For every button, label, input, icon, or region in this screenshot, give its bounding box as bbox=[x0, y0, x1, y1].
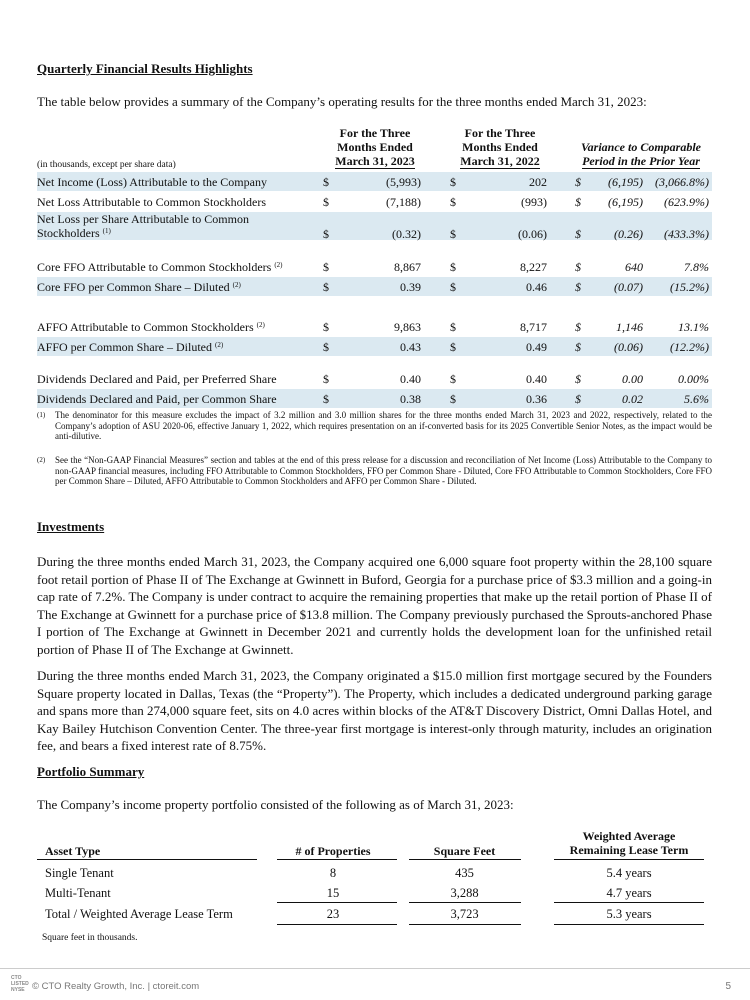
header-square-feet: Square Feet bbox=[433, 844, 496, 858]
portfolio-intro: The Company’s income property portfolio consisted of the following as of March 31, 2023: bbox=[37, 797, 514, 812]
table-row bbox=[37, 389, 712, 408]
currency-symbol: $ bbox=[575, 372, 581, 386]
value-2022: 202 bbox=[529, 175, 547, 189]
investments-paragraph-2: During the three months ended March 31, 2023, the Company originated a $15.0 million first mortgage secured by the Founders Square property located in Dallas, Texas (the “Property”). The Property, which includes a dedicated underground parking garage and spans more than 274,000 square feet, sits on 4.0 acres within blocks of the AT&T Discovery District, Omni Dallas Hotel, and Kay Bailey Hutchison Convention Center. The three-year first mortgage is interest-only through maturity, includes an origination fee, and bears a fixed interest rate of 8.75%. bbox=[37, 668, 712, 753]
value-2022: (0.06) bbox=[518, 227, 547, 241]
value-2022: (993) bbox=[521, 195, 547, 209]
currency-symbol: $ bbox=[323, 340, 329, 354]
value-2023: 0.38 bbox=[400, 392, 421, 406]
page-footer bbox=[0, 968, 750, 1000]
currency-symbol: $ bbox=[450, 175, 456, 189]
currency-symbol: $ bbox=[450, 392, 456, 406]
currency-symbol: $ bbox=[450, 320, 456, 334]
currency-symbol: $ bbox=[450, 280, 456, 294]
variance-value: (0.06) bbox=[614, 340, 643, 354]
row-label: Core FFO Attributable to Common Stockholders $^{(2)}$ bbox=[37, 260, 283, 274]
footnote-2: (2) See the “Non-GAAP Financial Measures” section and tables at the end of this press release for a discussion and reconciliation of Net Income (Loss) Attributable to the Company to non-GAAP financial measures, including FFO Attributable to Common Stockholders, FFO per Common Share - Diluted, Core FFO Attributable to Common Stockholders, Core FFO per Common Share – Diluted, AFFO Attributable to Common Stockholders and AFFO per Common Share - Diluted. bbox=[37, 455, 712, 486]
variance-value: 640 bbox=[625, 260, 643, 274]
col-header-variance: Variance to Comparable Period in the Prior Year bbox=[580, 140, 701, 168]
variance-value: (6,195) bbox=[608, 195, 643, 209]
table-row bbox=[37, 277, 712, 296]
table-row bbox=[37, 172, 712, 191]
header-asset-type: Asset Type bbox=[45, 844, 101, 858]
row-label: Net Loss Attributable to Common Stockholders bbox=[37, 195, 266, 209]
investments-paragraph-1: During the three months ended March 31, 2023, the Company acquired one 6,000 square foot property within the 28,100 square foot retail portion of Phase II of The Exchange at Gwinnett in Buford, Georgia for a purchase price of $3.3 million and a going-in cap rate of 7.2%. The Company is under contract to acquire the remaining properties that make up the retail portion of Phase II of The Exchange at Gwinnett for a purchase price of $13.8 million. The Company previously purchased the Sprouts-anchored Phase I portion of The Exchange at Gwinnett in December 2021 and currently holds the development loan for the unfinished retail portion of Phase II of The Exchange at Gwinnett. bbox=[37, 554, 712, 657]
currency-symbol: $ bbox=[450, 260, 456, 274]
currency-symbol: $ bbox=[575, 260, 581, 274]
page-number: 5 bbox=[725, 981, 731, 992]
value-2022: 8,717 bbox=[520, 320, 547, 334]
currency-symbol: $ bbox=[575, 280, 581, 294]
total-rule bbox=[277, 924, 397, 925]
currency-symbol: $ bbox=[575, 175, 581, 189]
currency-symbol: $ bbox=[450, 340, 456, 354]
variance-percent: 0.00% bbox=[678, 372, 709, 386]
table-row bbox=[37, 369, 712, 388]
currency-symbol: $ bbox=[450, 227, 456, 241]
row-label: Dividends Declared and Paid, per Common Share bbox=[37, 392, 277, 406]
table-row-total: Total / Weighted Average Lease Term 23 3,723 5.3 years bbox=[45, 907, 652, 921]
currency-symbol: $ bbox=[323, 195, 329, 209]
variance-percent: (433.3%) bbox=[664, 227, 709, 241]
currency-symbol: $ bbox=[323, 320, 329, 334]
table-row bbox=[37, 317, 712, 336]
currency-symbol: $ bbox=[323, 372, 329, 386]
table-row bbox=[37, 192, 712, 211]
footnote-1: (1) The denominator for this measure excludes the impact of 3.2 million and 3.0 million shares for the three months ended March 31, 2023 and 2022, respectively, related to the Company’s adoption of ASU 2020-06, effective January 1, 2022, which requires presentation on an if-converted basis for its 2025 Convertible Senior Notes, as the impact would be anti-dilutive. bbox=[37, 410, 712, 441]
section-heading-investments: Investments bbox=[37, 519, 105, 534]
section-heading-highlights: Quarterly Financial Results Highlights bbox=[37, 61, 253, 76]
variance-value: (0.26) bbox=[614, 227, 643, 241]
row-label: AFFO per Common Share – Diluted $^{(2)}$ bbox=[37, 340, 224, 354]
currency-symbol: $ bbox=[323, 280, 329, 294]
row-label: Dividends Declared and Paid, per Preferred Share bbox=[37, 372, 277, 386]
results-table-header bbox=[37, 125, 712, 170]
variance-percent: (623.9%) bbox=[664, 195, 709, 209]
value-2023: 0.43 bbox=[400, 340, 421, 354]
value-2023: 0.40 bbox=[400, 372, 421, 386]
variance-value: 0.00 bbox=[622, 372, 643, 386]
value-2022: 0.46 bbox=[526, 280, 547, 294]
header-weighted-average: Weighted Average Remaining Lease Term bbox=[569, 829, 689, 857]
header-underline bbox=[554, 859, 704, 860]
total-rule bbox=[409, 924, 521, 925]
header-underline bbox=[37, 859, 257, 860]
table-row bbox=[37, 337, 712, 356]
value-2023: (5,993) bbox=[386, 175, 421, 189]
currency-symbol: $ bbox=[323, 260, 329, 274]
currency-symbol: $ bbox=[575, 392, 581, 406]
currency-symbol: $ bbox=[575, 195, 581, 209]
square-feet-note: Square feet in thousands. bbox=[42, 933, 138, 943]
total-rule bbox=[277, 902, 397, 903]
table-row bbox=[37, 212, 712, 240]
header-properties: # of Properties bbox=[295, 844, 371, 858]
currency-symbol: $ bbox=[450, 372, 456, 386]
currency-symbol: $ bbox=[323, 227, 329, 241]
currency-symbol: $ bbox=[575, 227, 581, 241]
highlights-intro: The table below provides a summary of the Company’s operating results for the three months ended March 31, 2023: bbox=[37, 94, 647, 109]
variance-percent: (3,066.8%) bbox=[655, 175, 709, 189]
total-rule bbox=[554, 924, 704, 925]
variance-value: (6,195) bbox=[608, 175, 643, 189]
row-label: Net Loss per Share Attributable to Common Stockholders $^{(1)}$ bbox=[37, 212, 249, 240]
currency-symbol: $ bbox=[323, 392, 329, 406]
value-2023: 9,863 bbox=[394, 320, 421, 334]
value-2022: 8,227 bbox=[520, 260, 547, 274]
table-row bbox=[37, 257, 712, 276]
table-row: Multi-Tenant 15 3,288 4.7 years bbox=[45, 886, 652, 900]
cto-logo: CTO LISTED NYSE bbox=[11, 975, 29, 993]
variance-percent: (15.2%) bbox=[670, 280, 709, 294]
variance-percent: 5.6% bbox=[684, 392, 709, 406]
value-2023: (0.32) bbox=[392, 227, 421, 241]
variance-percent: 7.8% bbox=[684, 260, 709, 274]
value-2022: 0.40 bbox=[526, 372, 547, 386]
currency-symbol: $ bbox=[450, 195, 456, 209]
total-rule bbox=[554, 902, 704, 903]
row-label: Core FFO per Common Share – Diluted $^{(2)}$ bbox=[37, 280, 241, 294]
table-row: Single Tenant 8 435 5.4 years bbox=[45, 866, 652, 880]
footer-text: © CTO Realty Growth, Inc. | ctoreit.com bbox=[32, 981, 200, 992]
currency-symbol: $ bbox=[575, 320, 581, 334]
currency-symbol: $ bbox=[575, 340, 581, 354]
variance-percent: 13.1% bbox=[678, 320, 709, 334]
col-header-2023: For the Three Months Ended March 31, 2023 bbox=[335, 126, 415, 168]
variance-percent: (12.2%) bbox=[670, 340, 709, 354]
variance-value: 0.02 bbox=[622, 392, 643, 406]
row-label: AFFO Attributable to Common Stockholders $^{(2)}$ bbox=[37, 320, 265, 334]
value-2023: 0.39 bbox=[400, 280, 421, 294]
col-header-2022: For the Three Months Ended March 31, 2022 bbox=[460, 126, 540, 168]
total-rule bbox=[409, 902, 521, 903]
section-heading-portfolio: Portfolio Summary bbox=[37, 764, 145, 779]
value-2023: (7,188) bbox=[386, 195, 421, 209]
header-underline bbox=[277, 859, 397, 860]
value-2022: 0.49 bbox=[526, 340, 547, 354]
variance-value: (0.07) bbox=[614, 280, 643, 294]
units-label: (in thousands, except per share data) bbox=[37, 160, 176, 170]
value-2022: 0.36 bbox=[526, 392, 547, 406]
header-underline bbox=[409, 859, 521, 860]
variance-value: 1,146 bbox=[616, 320, 643, 334]
value-2023: 8,867 bbox=[394, 260, 421, 274]
row-label: Net Income (Loss) Attributable to the Company bbox=[37, 175, 267, 189]
currency-symbol: $ bbox=[323, 175, 329, 189]
